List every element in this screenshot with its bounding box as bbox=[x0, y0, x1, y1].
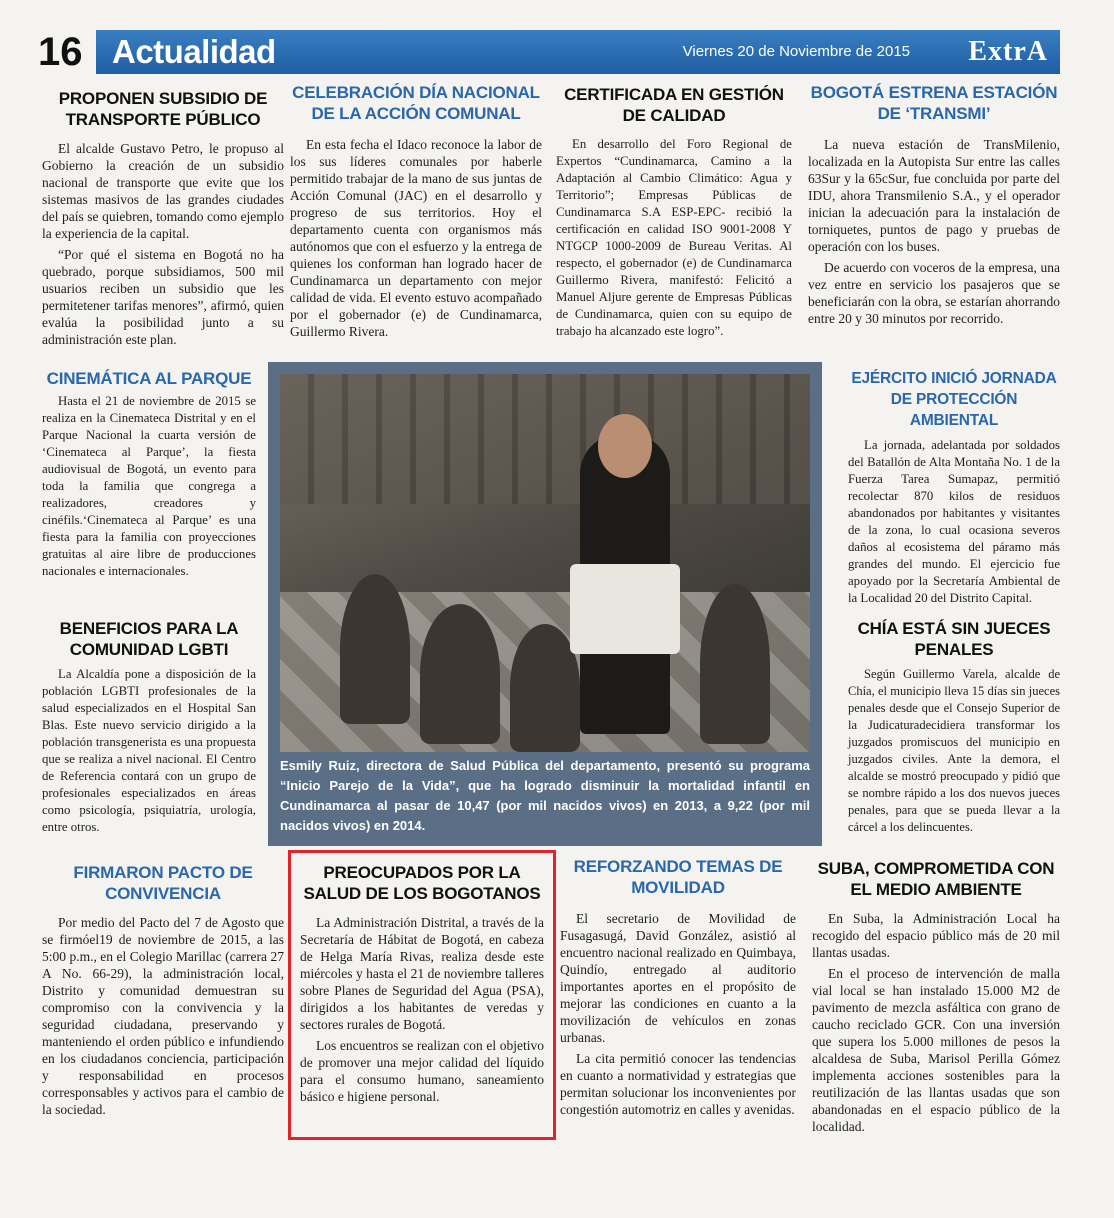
article-cinematica bbox=[42, 368, 256, 584]
article-body bbox=[42, 914, 284, 1118]
headline: CINEMÁTICA AL PARQUE bbox=[46, 369, 252, 388]
article-lgbti bbox=[42, 618, 256, 840]
headline: EJÉRCITO INICIÓ JORNADA DE PROTECCIÓN AMBIENTAL bbox=[851, 370, 1057, 429]
article-body bbox=[808, 136, 1060, 327]
article-body bbox=[42, 140, 284, 348]
paragraph: En esta fecha el Idaco reconoce la labor de los sus líderes comunales por haberle permitido trabajar de la mano de sus juntas de Acción Comunal (JAC) en el desarrollo y progreso de sus territorios. Hoy el departamento cuenta con organismos más autónomos que con el esfuerzo y la entrega de quienes los conforman han logrado hacer de Cundinamarca un departamento con mejor calidad de vida. El evento estuvo acompañado por el gobernador (e) de Cundinamarca, Guillermo Rivera. bbox=[290, 137, 542, 339]
section-bar bbox=[96, 30, 1060, 74]
paragraph: Según Guillermo Varela, alcalde de Chía, el municipio lleva 15 días sin jueces penales desde que el Consejo Superior de la Judicaturadecidiera transformar los juzgados promiscuos del municipio en juzgados civiles. Ante la demora, el alcalde se mostró preocupado y pidió que se nombre rápido a los dos nuevos jueces penales, para que se pueda llevar a la cárcel a los delincuentes. bbox=[848, 667, 1060, 834]
paragraph: “Por qué el sistema en Bogotá no ha quebrado, porque subsidiamos, 500 mil usuarios reciben un subsidio que les permitetener tarifas menores”, afirmó, quien evalúa la posibilidad junto a su administración este plan. bbox=[42, 247, 284, 347]
headline: CELEBRACIÓN DÍA NACIONAL DE LA ACCIÓN COMUNAL bbox=[292, 83, 540, 123]
page-header bbox=[38, 30, 1060, 74]
photo-attendee bbox=[340, 574, 410, 724]
headline: BOGOTÁ ESTRENA ESTACIÓN DE ‘TRANSMI’ bbox=[810, 83, 1058, 123]
newspaper-logo: ExtrA bbox=[968, 36, 1048, 67]
photo-presenter-head bbox=[598, 414, 652, 478]
headline: REFORZANDO TEMAS DE MOVILIDAD bbox=[573, 857, 783, 897]
paragraph: El secretario de Movilidad de Fusagasugá, David González, asistió al encuentro nacional realizado en Quimbaya, Quindío, entregado al auditorio importantes aportes en el propósito de mejorar las condiciones en cuanto a la movilización de vehículos en zonas urbanas. bbox=[560, 911, 796, 1045]
photo-attendee bbox=[700, 584, 770, 744]
headline: BENEFICIOS PARA LA COMUNIDAD LGBTI bbox=[59, 619, 239, 659]
paragraph: Los encuentros se realizan con el objetivo de promover una mejor calidad del líquido para el consumo humano, saneamiento básico e higiene personal. bbox=[300, 1038, 544, 1104]
article-chia bbox=[848, 618, 1060, 840]
article-ejercito bbox=[848, 368, 1060, 611]
section-name: Actualidad bbox=[112, 33, 276, 70]
paragraph: La Administración Distrital, a través de la Secretaría de Hábitat de Bogotá, en cabeza de Helga María Rivas, realiza desde este miércoles y hasta el 21 de noviembre talleres sobre Planes de Seguridad del Agua (PSA), dirigidos a los habitantes de veredas y sectores rurales de Bogotá. bbox=[300, 915, 544, 1032]
article-accion-comunal bbox=[290, 82, 542, 344]
paragraph: La nueva estación de TransMilenio, localizada en la Autopista Sur entre las calles 63Sur y la 65cSur, fue concluida por parte del IDU, ahora Transmilenio S.A., y el operador inician la adecuación para la instalación de torniquetes, puntos de pago y pruebas de operación con los buses. bbox=[808, 137, 1060, 254]
article-pacto bbox=[42, 862, 284, 1122]
headline: SUBA, COMPROMETIDA CON EL MEDIO AMBIENTE bbox=[817, 859, 1055, 899]
paragraph: La Alcaldía pone a disposición de la población LGBTI profesionales de la salud especializados en el Hospital San Blas. Este nuevo servicio dirigido a la población transgenerista es una propuesta que se realiza a nivel nacional. El Centro de Referencia contará con un grupo de profesionales especializados en áreas como psicología, psiquiatría, urología, entre otros. bbox=[42, 667, 256, 834]
paragraph: En desarrollo del Foro Regional de Expertos “Cundinamarca, Camino a la Adaptación al Cambio Climático: Agua y Territorio”; Empresas Públicas de Cundinamarca S.A ESP-EPC- recibió la certificación en calidad ISO 9001-2008 Y NTGCP 1000-2009 de Bureau Veritas. Al respecto, el gobernador (e) de Cundinamarca Guillermo Rivera, manifestó: Felicitó a Manuel Aljure gerente de Empresas Públicas de Cundinamarca, quien con su equipo de trabajo ha alcanzado este logro”. bbox=[556, 137, 792, 338]
photo-presenter-skirt bbox=[570, 564, 680, 654]
headline: CHÍA ESTÁ SIN JUECES PENALES bbox=[857, 619, 1051, 659]
paragraph: Por medio del Pacto del 7 de Agosto que se firmóel19 de noviembre de 2015, a las 5:00 p.m., en el Colegio Marillac (carrera 27 A No. 66-29), la administración local, Distrito y comunidad demuestran su compromiso con la convivencia y la seguridad ciudadana, preservando y manteniendo el orden público e infundiendo en los ciudadanos conciencia, participación y responsabilidad en procesos corresponsables y activos para el cambio de la sociedad. bbox=[42, 915, 284, 1117]
headline: PROPONEN SUBSIDIO DE TRANSPORTE PÚBLICO bbox=[58, 89, 268, 129]
article-body bbox=[848, 666, 1060, 836]
article-body bbox=[300, 914, 544, 1105]
article-body bbox=[42, 666, 256, 836]
article-suba bbox=[812, 858, 1060, 1139]
paragraph: En el proceso de intervención de malla vial local se han instalado 15.000 M2 de pavimento de mezcla asfáltica con grano de caucho reciclado GCR. Con una inversión que supera los 5.000 millones de pesos la alcaldesa de Suba, Marisol Perilla Gómez implementa acciones sostenibles para la reutilización de las llantas usadas que son abandonadas en el espacio público de la localidad. bbox=[812, 966, 1060, 1134]
article-body bbox=[42, 393, 256, 580]
headline: PREOCUPADOS POR LA SALUD DE LOS BOGOTANOS bbox=[303, 863, 541, 903]
headline: FIRMARON PACTO DE CONVIVENCIA bbox=[73, 863, 253, 903]
article-subsidio bbox=[42, 88, 284, 352]
photo-attendee bbox=[420, 604, 500, 744]
article-body bbox=[290, 136, 542, 340]
page-number: 16 bbox=[38, 30, 83, 74]
photo-wall-portraits bbox=[280, 374, 810, 504]
paragraph: La jornada, adelantada por soldados del Batallón de Alta Montaña No. 1 de la Fuerza Tarea Sumapaz, permitió recolectar 870 kilos de residuos abandonados por habitantes y visitantes de la zona, lo cual ocasiona severos daños al ecosistema del páramo más grandes del mundo. El ejercicio fue apoyado por la Secretaría Ambiental de la Localidad 20 del Distrito Capital. bbox=[848, 438, 1060, 605]
paragraph: En Suba, la Administración Local ha recogido del espacio público más de 20 mil llantas usadas. bbox=[812, 911, 1060, 960]
photo-caption: Esmily Ruiz, directora de Salud Pública del departamento, presentó su programa “Inicio Parejo de la Vida”, que ha logrado disminuir la mortalidad infantil en Cundinamarca al pasar de 10,47 (por mil nacidos vivos) en 2013, a 9,22 (por mil nacidos vivos) en 2014. bbox=[280, 758, 810, 833]
article-movilidad bbox=[560, 856, 796, 1122]
paragraph: Hasta el 21 de noviembre de 2015 se realiza en la Cinemateca Distrital y en el Parque Nacional la cuarta versión de ‘Cinemateca al Parque’, la fiesta audiovisual de Bogotá, un evento para toda la familia que congrega a realizadores, creadores y cinéfils.‘Cinemateca al Parque’ es una fiesta para la familia con proyecciones gratuitas al aire libre de producciones nacionales e internacionales. bbox=[42, 394, 256, 578]
article-certificada bbox=[556, 84, 792, 344]
paragraph: De acuerdo con voceros de la empresa, una vez entre en servicio los pasajeros que se beneficiarán con la obra, se estarían ahorrando entre 20 y 30 minutos por recorrido. bbox=[808, 260, 1060, 326]
paragraph: La cita permitió conocer las tendencias en cuanto a normatividad y estrategias que permitan solucionar los inconvenientes por congestión automotriz en calles y avenidas. bbox=[560, 1051, 796, 1117]
article-body bbox=[556, 136, 792, 340]
event-photo bbox=[280, 374, 810, 752]
headline: CERTIFICADA EN GESTIÓN DE CALIDAD bbox=[564, 85, 784, 125]
article-body bbox=[812, 910, 1060, 1135]
issue-date: Viernes 20 de Noviembre de 2015 bbox=[682, 43, 910, 60]
article-body bbox=[560, 910, 796, 1118]
article-transmi bbox=[808, 82, 1060, 331]
article-salud bbox=[300, 862, 544, 1109]
article-body bbox=[848, 437, 1060, 607]
photo-frame bbox=[268, 362, 822, 846]
paragraph: El alcalde Gustavo Petro, le propuso al Gobierno la creación de un subsidio nacional de transporte que evite que los sistemas masivos de las grandes ciudades del país se quiebren, tomando como ejemplo la experiencia de la capital. bbox=[42, 141, 284, 241]
